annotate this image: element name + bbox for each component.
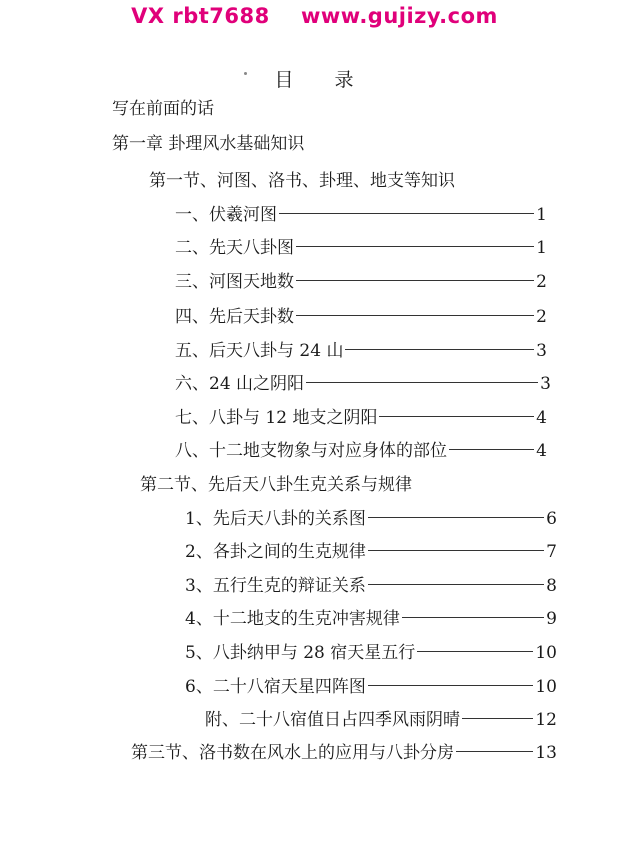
toc-entry[interactable]	[185, 508, 557, 530]
toc-entry-label: 1、先后天八卦的关系图	[185, 509, 366, 529]
toc-entry-page: 13	[535, 743, 557, 763]
watermark-vx: VX rbt7688	[131, 4, 270, 28]
dot-leader	[368, 550, 544, 551]
toc-entry-label: 一、伏羲河图	[175, 205, 277, 225]
dot-leader	[296, 315, 534, 316]
toc-entry-page: 1	[536, 238, 547, 258]
toc-entry[interactable]	[175, 440, 547, 462]
dot-leader	[368, 685, 534, 686]
toc-entry-label: 七、八卦与 12 地支之阴阳	[175, 408, 378, 428]
toc-entry-page: 4	[536, 408, 547, 428]
dot-leader	[417, 651, 533, 652]
toc-entry[interactable]	[175, 340, 547, 362]
toc-entry[interactable]	[175, 204, 547, 226]
toc-entry[interactable]	[185, 608, 557, 630]
dot-leader	[296, 246, 534, 247]
toc-entry-page: 10	[535, 677, 557, 697]
toc-entry-label: 五、后天八卦与 24 山	[175, 341, 344, 361]
toc-entry-section-3[interactable]	[131, 742, 557, 764]
toc-entry-label: 附、二十八宿值日占四季风雨阴晴	[205, 710, 460, 730]
dot-leader	[368, 517, 544, 518]
toc-entry-page: 2	[536, 307, 547, 327]
toc-entry-page: 1	[536, 205, 547, 225]
toc-entry-page: 4	[536, 441, 547, 461]
front-matter: 写在前面的话	[112, 99, 214, 119]
page-title: 目 录	[274, 69, 355, 91]
toc-entry[interactable]	[185, 575, 557, 597]
chapter-1-title: 第一章 卦理风水基础知识	[112, 134, 305, 154]
dot-leader	[345, 349, 534, 350]
toc-entry-page: 3	[540, 374, 551, 394]
dot-leader	[379, 416, 534, 417]
toc-entry-page: 2	[536, 272, 547, 292]
watermark-url: www.gujizy.com	[300, 4, 498, 28]
toc-entry-page: 10	[535, 643, 557, 663]
toc-entry-label: 6、二十八宿天星四阵图	[185, 677, 366, 697]
toc-entry-label: 二、先天八卦图	[175, 238, 294, 258]
dot-leader	[456, 751, 533, 752]
toc-entry[interactable]	[175, 237, 547, 259]
toc-entry-label: 六、24 山之阴阳	[175, 374, 305, 394]
toc-entry[interactable]	[175, 271, 547, 293]
dot-leader	[306, 382, 538, 383]
toc-entry-label: 4、十二地支的生克冲害规律	[185, 609, 400, 629]
toc-entry[interactable]	[175, 373, 551, 395]
section-2-title: 第二节、先后天八卦生克关系与规律	[140, 475, 412, 495]
toc-entry-label: 四、先后天卦数	[175, 307, 294, 327]
toc-entry-page: 7	[546, 542, 557, 562]
dot-leader	[402, 617, 544, 618]
dot-leader	[449, 449, 534, 450]
toc-entry-page: 8	[546, 576, 557, 596]
toc-entry-label: 3、五行生克的辩证关系	[185, 576, 366, 596]
toc-entry[interactable]	[175, 407, 547, 429]
toc-entry[interactable]	[185, 676, 557, 698]
toc-entry-label: 三、河图天地数	[175, 272, 294, 292]
dot-leader	[296, 280, 534, 281]
dot-leader	[368, 584, 544, 585]
toc-entry[interactable]	[185, 541, 557, 563]
watermark	[0, 4, 629, 28]
section-1-title: 第一节、河图、洛书、卦理、地支等知识	[149, 171, 455, 191]
toc-entry-page: 6	[546, 509, 557, 529]
dot-leader	[279, 213, 534, 214]
toc-entry[interactable]	[205, 709, 557, 731]
dot-leader	[462, 718, 533, 719]
toc-entry-label: 第三节、洛书数在风水上的应用与八卦分房	[131, 743, 454, 763]
toc-entry-page: 9	[546, 609, 557, 629]
toc-entry-page: 12	[535, 710, 557, 730]
toc-entry[interactable]	[175, 306, 547, 328]
toc-entry-label: 2、各卦之间的生克规律	[185, 542, 366, 562]
toc-entry-page: 3	[536, 341, 547, 361]
toc-entry[interactable]	[185, 642, 557, 664]
toc-entry-label: 5、八卦纳甲与 28 宿天星五行	[185, 643, 416, 663]
toc-entry-label: 八、十二地支物象与对应身体的部位	[175, 441, 447, 461]
